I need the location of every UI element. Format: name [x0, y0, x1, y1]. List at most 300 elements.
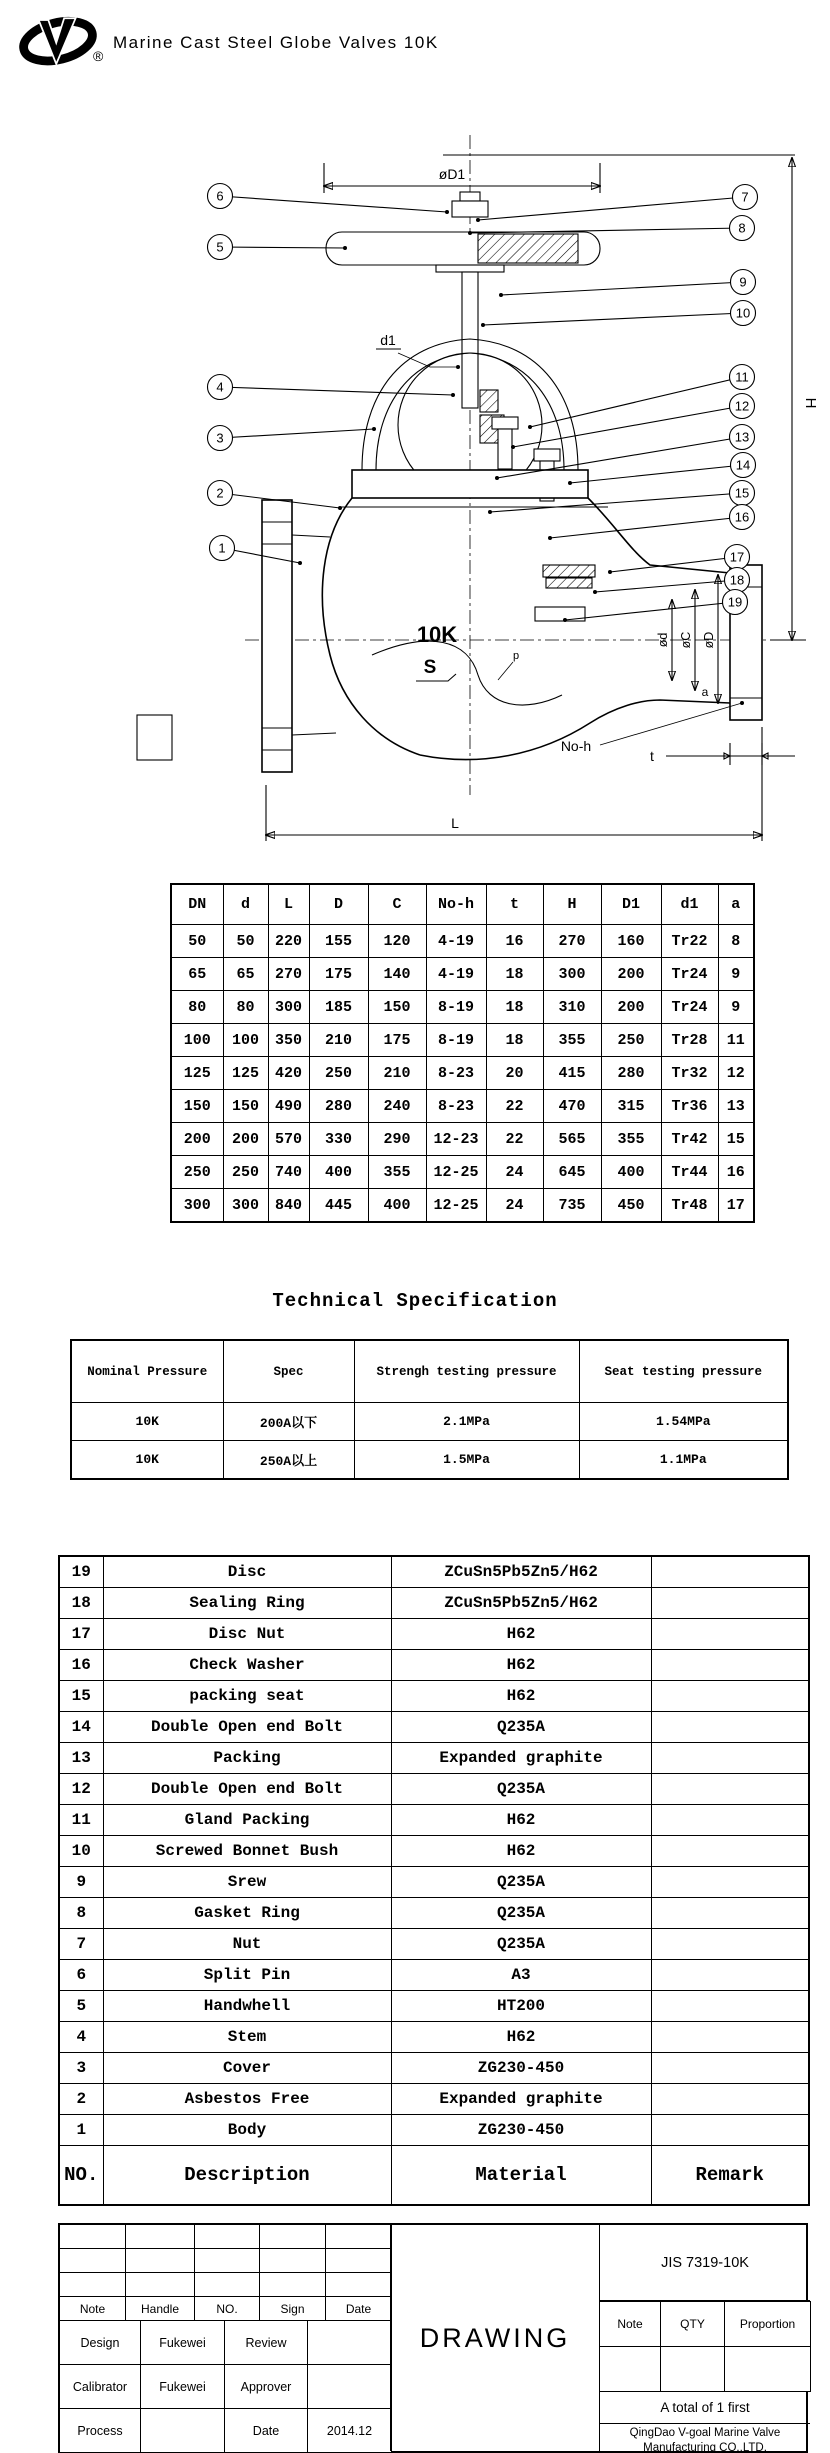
table-cell: 490 [268, 1090, 309, 1123]
parts-list-table [58, 1555, 810, 2206]
dimension-L [266, 727, 762, 841]
table-row [171, 991, 754, 1024]
table-cell: 50 [223, 925, 268, 958]
col-header: d1 [661, 884, 718, 925]
table-cell [126, 2273, 195, 2297]
svg-text:10: 10 [735, 305, 751, 321]
table-cell: NO. [195, 2297, 260, 2321]
company-logo [14, 6, 102, 78]
table-cell: 570 [268, 1123, 309, 1156]
table-row [59, 2053, 809, 2084]
signature-grid [59, 2320, 392, 2453]
table-cell: 2 [59, 2084, 103, 2115]
table-cell [725, 2347, 811, 2392]
table-cell: 5 [59, 1991, 103, 2022]
table-cell: 3 [59, 2053, 103, 2084]
table-row [600, 2302, 811, 2347]
table-cell: 12 [59, 1774, 103, 1805]
table-cell: 400 [309, 1156, 368, 1189]
svg-text:9: 9 [739, 274, 747, 290]
table-cell: ZG230-450 [391, 2115, 651, 2146]
bolt2-head [534, 449, 560, 461]
callout-6 [208, 184, 233, 209]
table-cell: Asbestos Free [103, 2084, 391, 2115]
table-cell: Tr32 [661, 1057, 718, 1090]
table-cell: Tr36 [661, 1090, 718, 1123]
table-cell: Double Open end Bolt [103, 1712, 391, 1743]
table-cell: 4 [59, 2022, 103, 2053]
table-cell: 10K [71, 1403, 223, 1441]
table-row [59, 2084, 809, 2115]
svg-text:øC: øC [679, 631, 693, 649]
table-cell: 1 [59, 2115, 103, 2146]
svg-text:d1: d1 [380, 332, 396, 348]
svg-text:18: 18 [729, 572, 745, 588]
rating-mark: 10K [416, 622, 458, 647]
svg-text:4: 4 [216, 379, 224, 395]
table-row [59, 1867, 809, 1898]
table-cell: 65 [171, 958, 223, 991]
col-header: Remark [651, 2146, 809, 2206]
dimension-D1 [324, 163, 600, 193]
table-cell [651, 1619, 809, 1650]
table-cell: QTY [661, 2302, 725, 2347]
table-cell: 1.54MPa [579, 1403, 788, 1441]
table-cell: 22 [486, 1090, 543, 1123]
table-cell [195, 2249, 260, 2273]
table-cell: 140 [368, 958, 426, 991]
table-row [171, 1123, 754, 1156]
table-row [171, 1090, 754, 1123]
col-header: a [718, 884, 754, 925]
callout-14 [731, 453, 756, 478]
table-cell: Review [225, 2321, 308, 2365]
table-cell: 16 [486, 925, 543, 958]
table-cell: 16 [718, 1156, 754, 1189]
dimension-no-h [561, 701, 744, 754]
drawing-type-label: DRAWING [390, 2225, 600, 2451]
table-cell: 185 [309, 991, 368, 1024]
table-cell: 12-25 [426, 1156, 486, 1189]
svg-text:8: 8 [738, 220, 746, 236]
table-cell [308, 2321, 392, 2365]
callout-12 [730, 394, 755, 419]
table-cell: Fukewei [141, 2365, 225, 2409]
table-cell [651, 1929, 809, 1960]
table-cell [260, 2249, 326, 2273]
svg-text:16: 16 [734, 509, 750, 525]
table-row [59, 2115, 809, 2146]
table-cell: Expanded graphite [391, 1743, 651, 1774]
table-cell [326, 2273, 392, 2297]
table-row [171, 1156, 754, 1189]
table-cell: 200A以下 [223, 1403, 354, 1441]
table-cell: 355 [543, 1024, 601, 1057]
table-cell: 8 [59, 1898, 103, 1929]
table-cell: packing seat [103, 1681, 391, 1712]
table-cell: Fukewei [141, 2321, 225, 2365]
svg-text:15: 15 [734, 485, 750, 501]
table-cell [651, 2053, 809, 2084]
table-row [59, 1743, 809, 1774]
col-header: NO. [59, 2146, 103, 2206]
table-row [59, 1650, 809, 1681]
table-cell: Disc [103, 1556, 391, 1588]
table-row [59, 1681, 809, 1712]
table-cell [651, 1712, 809, 1743]
table-cell: Date [225, 2409, 308, 2453]
table-cell: Tr24 [661, 991, 718, 1024]
table-cell: 175 [368, 1024, 426, 1057]
title-block [58, 2223, 808, 2453]
table-cell: 210 [309, 1024, 368, 1057]
table-cell: Tr42 [661, 1123, 718, 1156]
table-cell: 8-23 [426, 1090, 486, 1123]
col-header: Description [103, 2146, 391, 2206]
table-cell: Sign [260, 2297, 326, 2321]
callout-17 [725, 545, 750, 570]
p-label: p [512, 650, 520, 662]
table-cell [195, 2273, 260, 2297]
table-cell: Tr24 [661, 958, 718, 991]
table-cell: 200 [601, 991, 661, 1024]
table-cell: 10K [71, 1441, 223, 1480]
col-header: t [486, 884, 543, 925]
table-cell: 18 [59, 1588, 103, 1619]
table-cell [651, 1588, 809, 1619]
col-header: C [368, 884, 426, 925]
callout-7 [733, 185, 758, 210]
table-cell: 24 [486, 1156, 543, 1189]
svg-text:19: 19 [727, 594, 743, 610]
table-cell: 13 [59, 1743, 103, 1774]
table-row [171, 1189, 754, 1223]
table-cell: 1.5MPa [354, 1441, 579, 1480]
table-cell: 2014.12 [308, 2409, 392, 2453]
dimension-d1 [376, 332, 460, 369]
table-cell: HT200 [391, 1991, 651, 2022]
table-row [59, 1836, 809, 1867]
table-cell: 8-19 [426, 991, 486, 1024]
table-cell: Proportion [725, 2302, 811, 2347]
table-row [60, 2365, 392, 2409]
table-cell: 250A以上 [223, 1441, 354, 1480]
table-cell [651, 1991, 809, 2022]
table-cell: 300 [171, 1189, 223, 1223]
table-cell: 220 [268, 925, 309, 958]
col-header: D [309, 884, 368, 925]
table-cell: 150 [171, 1090, 223, 1123]
callout-15 [730, 481, 755, 506]
table-cell: 8-19 [426, 1024, 486, 1057]
table-cell: 10 [59, 1836, 103, 1867]
svg-text:14: 14 [735, 457, 751, 473]
table-cell: 300 [543, 958, 601, 991]
standard-label: JIS 7319-10K [600, 2225, 810, 2301]
table-cell: 2.1MPa [354, 1403, 579, 1441]
table-cell: Tr48 [661, 1189, 718, 1223]
table-cell: Tr28 [661, 1024, 718, 1057]
table-cell: 7 [59, 1929, 103, 1960]
table-cell: Sealing Ring [103, 1588, 391, 1619]
svg-text:øD: øD [702, 631, 716, 649]
table-cell: 200 [223, 1123, 268, 1156]
col-header: L [268, 884, 309, 925]
callout-8 [730, 216, 755, 241]
table-cell: ZG230-450 [391, 2053, 651, 2084]
table-cell: Gasket Ring [103, 1898, 391, 1929]
table-cell: 80 [171, 991, 223, 1024]
table-cell: A3 [391, 1960, 651, 1991]
table-cell: 4-19 [426, 958, 486, 991]
table-cell: Nut [103, 1929, 391, 1960]
company-name [600, 2424, 810, 2453]
table-row [59, 1960, 809, 1991]
svg-text:t: t [650, 748, 654, 764]
table-row [59, 1556, 809, 1588]
spec-table [70, 1339, 789, 1480]
cover-flange [352, 470, 588, 498]
callout-4 [208, 375, 233, 400]
table-cell: 210 [368, 1057, 426, 1090]
callout-13 [730, 425, 755, 450]
table-cell: 11 [718, 1024, 754, 1057]
table-cell: 65 [223, 958, 268, 991]
table-cell: 280 [601, 1057, 661, 1090]
table-row [59, 1991, 809, 2022]
table-row [59, 2022, 809, 2053]
table-row [59, 1774, 809, 1805]
dimension-a: a [701, 685, 709, 699]
table-cell: Date [326, 2297, 392, 2321]
table-cell: 100 [171, 1024, 223, 1057]
table-cell: 11 [59, 1805, 103, 1836]
table-cell: Calibrator [60, 2365, 141, 2409]
handwheel-washer [436, 265, 504, 272]
flange-foot [137, 715, 172, 760]
table-cell: ZCuSn5Pb5Zn5/H62 [391, 1556, 651, 1588]
table-cell: Body [103, 2115, 391, 2146]
table-row [171, 958, 754, 991]
table-cell: Tr44 [661, 1156, 718, 1189]
table-cell [195, 2225, 260, 2249]
col-header: H [543, 884, 601, 925]
table-cell: 740 [268, 1156, 309, 1189]
table-cell: 9 [59, 1867, 103, 1898]
table-cell: H62 [391, 1650, 651, 1681]
svg-text:L: L [451, 815, 459, 831]
col-header: Seat testing pressure [579, 1340, 788, 1403]
table-cell [126, 2225, 195, 2249]
table-cell: 120 [368, 925, 426, 958]
table-cell [651, 2022, 809, 2053]
table-row [59, 1898, 809, 1929]
table-cell: 13 [718, 1090, 754, 1123]
table-cell: 12-25 [426, 1189, 486, 1223]
svg-text:13: 13 [734, 429, 750, 445]
table-cell: 12-23 [426, 1123, 486, 1156]
table-cell: 175 [309, 958, 368, 991]
dimension-big-D [702, 575, 718, 703]
col-header: D1 [601, 884, 661, 925]
table-cell: 16 [59, 1650, 103, 1681]
table-cell [260, 2273, 326, 2297]
table-cell: 470 [543, 1090, 601, 1123]
table-cell: 19 [59, 1556, 103, 1588]
callout-3 [208, 426, 233, 451]
col-header: Material [391, 2146, 651, 2206]
svg-text:1: 1 [218, 540, 226, 556]
table-cell: 250 [601, 1024, 661, 1057]
callout-16 [730, 505, 755, 530]
table-cell: Cover [103, 2053, 391, 2084]
dimension-table [170, 883, 755, 1223]
table-cell: 6 [59, 1960, 103, 1991]
table-cell: 445 [309, 1189, 368, 1223]
dimension-H [770, 158, 819, 640]
col-header: Spec [223, 1340, 354, 1403]
table-cell: 300 [268, 991, 309, 1024]
spec-section-title: Technical Specification [272, 1290, 558, 1312]
svg-text:5: 5 [216, 239, 224, 255]
dimension-C [679, 590, 695, 690]
table-cell: 18 [486, 1024, 543, 1057]
table-cell: H62 [391, 2022, 651, 2053]
svg-text:17: 17 [729, 549, 745, 565]
table-row [59, 1712, 809, 1743]
table-cell: ZCuSn5Pb5Zn5/H62 [391, 1588, 651, 1619]
table-cell [651, 1960, 809, 1991]
svg-text:H: H [802, 397, 819, 409]
svg-text:ød: ød [656, 632, 670, 648]
table-cell: Q235A [391, 1867, 651, 1898]
table-cell: Srew [103, 1867, 391, 1898]
svg-text:No-h: No-h [560, 738, 592, 754]
flow-mark: S [423, 657, 437, 678]
table-cell [651, 1805, 809, 1836]
callout-5 [208, 235, 233, 260]
table-cell [308, 2365, 392, 2409]
callout-1 [210, 536, 235, 561]
dimension-table-header [171, 884, 754, 925]
sheet-total-label: A total of 1 first [600, 2391, 810, 2424]
table-cell: Split Pin [103, 1960, 391, 1991]
table-cell: 160 [601, 925, 661, 958]
table-cell: 100 [223, 1024, 268, 1057]
table-cell: 9 [718, 958, 754, 991]
col-header: Nominal Pressure [71, 1340, 223, 1403]
table-cell [651, 1650, 809, 1681]
table-cell: 9 [718, 991, 754, 1024]
table-cell: H62 [391, 1836, 651, 1867]
table-cell: H62 [391, 1681, 651, 1712]
table-row [60, 2321, 392, 2365]
callout-2 [208, 481, 233, 506]
table-cell: 300 [223, 1189, 268, 1223]
table-row [59, 1805, 809, 1836]
table-cell: 1.1MPa [579, 1441, 788, 1480]
table-cell [661, 2347, 725, 2392]
table-row [60, 2273, 392, 2297]
seat-partition [372, 641, 562, 705]
col-header: DN [171, 884, 223, 925]
table-cell: 250 [309, 1057, 368, 1090]
table-row [60, 2249, 392, 2273]
table-cell: Tr22 [661, 925, 718, 958]
table-cell: 80 [223, 991, 268, 1024]
table-cell [651, 2084, 809, 2115]
table-cell: 400 [601, 1156, 661, 1189]
company-line-2: Manufacturing CO.,LTD. [643, 2442, 767, 2453]
svg-text:7: 7 [741, 189, 749, 205]
table-cell [651, 1898, 809, 1929]
qty-grid [599, 2301, 811, 2392]
table-row [171, 1057, 754, 1090]
page-title: Marine Cast Steel Globe Valves 10K [113, 33, 439, 52]
table-cell: Note [600, 2302, 661, 2347]
table-cell: Q235A [391, 1774, 651, 1805]
callout-10 [731, 301, 756, 326]
table-cell: 17 [59, 1619, 103, 1650]
callout-19 [723, 590, 748, 615]
table-cell [260, 2225, 326, 2249]
table-cell: 250 [223, 1156, 268, 1189]
table-cell: Expanded graphite [391, 2084, 651, 2115]
col-header: No-h [426, 884, 486, 925]
table-cell: 330 [309, 1123, 368, 1156]
table-cell: 735 [543, 1189, 601, 1223]
spec-table-header [71, 1340, 788, 1403]
table-cell [651, 1836, 809, 1867]
table-cell: 22 [486, 1123, 543, 1156]
table-cell: 450 [601, 1189, 661, 1223]
table-cell: 310 [543, 991, 601, 1024]
table-cell [651, 1867, 809, 1898]
table-cell: 420 [268, 1057, 309, 1090]
table-row [60, 2297, 392, 2321]
table-cell: 125 [223, 1057, 268, 1090]
sealing-ring [546, 578, 592, 588]
table-cell: Packing [103, 1743, 391, 1774]
table-cell: 12 [718, 1057, 754, 1090]
table-cell: Gland Packing [103, 1805, 391, 1836]
table-cell: 400 [368, 1189, 426, 1223]
table-cell: Check Washer [103, 1650, 391, 1681]
table-cell [651, 1774, 809, 1805]
table-cell: Note [60, 2297, 126, 2321]
dimension-small-d [656, 600, 672, 680]
table-cell [60, 2225, 126, 2249]
table-row [60, 2409, 392, 2453]
dimension-t [650, 743, 795, 765]
table-cell: 15 [59, 1681, 103, 1712]
svg-text:øD1: øD1 [438, 166, 466, 182]
seat-ring [543, 565, 595, 577]
table-cell: 240 [368, 1090, 426, 1123]
table-row [59, 1588, 809, 1619]
valve-cross-section-drawing [0, 95, 830, 845]
svg-text:12: 12 [734, 398, 750, 414]
table-cell: 24 [486, 1189, 543, 1223]
table-cell [651, 2115, 809, 2146]
stem [462, 272, 478, 408]
table-cell: 250 [171, 1156, 223, 1189]
table-cell [651, 1556, 809, 1588]
company-line-1: QingDao V-goal Marine Valve [629, 2427, 781, 2439]
handwheel-nut [452, 201, 488, 217]
table-cell: 350 [268, 1024, 309, 1057]
table-cell: H62 [391, 1619, 651, 1650]
